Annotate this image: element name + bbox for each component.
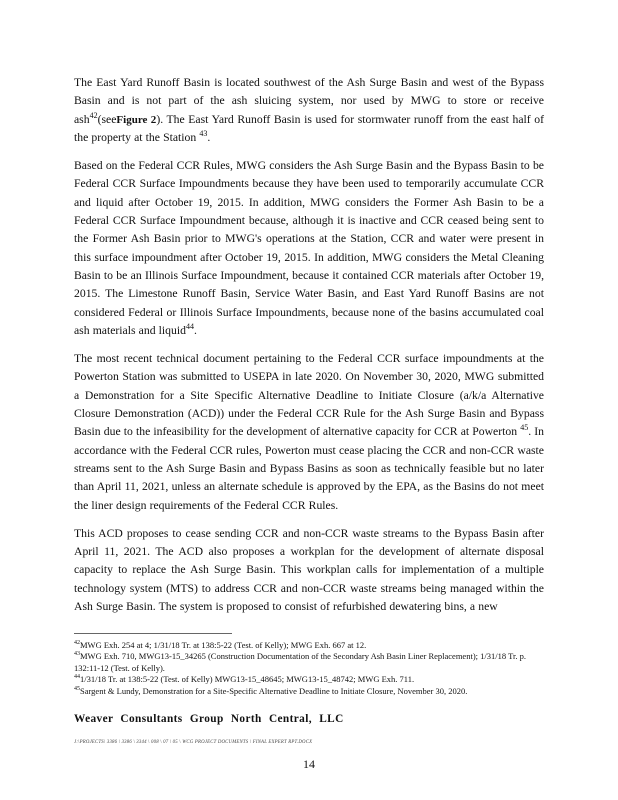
footnote-text: MWG Exh. 710, MWG13-15_34265 (Construction Documentation of the Secondary Ash Basin Liner Replacement); 1/31/18 Tr. p. 132:11-12 (Test. of Kelly).: [74, 651, 526, 673]
footnote-ref-42[interactable]: 42: [89, 110, 98, 120]
footnote-43: [74, 651, 554, 674]
file-path: J:\PROJECTS\ 3386 \ 3386 \ 3344 \ 008 \ 07 \ 05 \ WCG PROJECT DOCUMENTS \ FINAL EXPERT RPT.DOCX: [74, 740, 313, 745]
paragraph-text: This ACD proposes to cease sending CCR and non-CCR waste streams to the Bypass Basin after April 11, 2021. The ACD also proposes a workplan for the development of alternate disposal capacity to replace the Ash Surge Basin. This workplan calls for implementation of a multiple technology system (MTS) to address CCR and non-CCR waste streams being managed within the Ash Surge Basin. The system is proposed to consist of refurbished dewatering bins, a new: [74, 526, 544, 614]
body-text: [74, 74, 544, 626]
figure-reference: Figure 2: [116, 113, 157, 126]
footnote-number: 43: [74, 651, 80, 658]
footnote-number: 44: [74, 674, 80, 681]
paragraph-text: ). The East Yard Runoff Basin is used for stormwater runoff from the east half of the property at the Station: [74, 112, 544, 144]
footnote-44: [74, 674, 554, 685]
paragraph-federal-ccr-rules: [74, 157, 544, 340]
footnotes: [74, 640, 554, 697]
paragraph-east-yard-runoff: [74, 74, 544, 147]
paragraph-text: .: [207, 130, 211, 144]
footnote-text: MWG Exh. 254 at 4; 1/31/18 Tr. at 138:5-22 (Test. of Kelly); MWG Exh. 667 at 12.: [80, 640, 367, 650]
paragraph-text: .: [193, 323, 197, 337]
footnote-text: Sargent & Lundy, Demonstration for a Site-Specific Alternative Deadline to Initiate Closure, November 30, 2020.: [80, 685, 468, 696]
paragraph-acd-proposal: [74, 525, 544, 616]
footnote-ref-45[interactable]: 45: [520, 423, 529, 433]
firm-name: Weaver Consultants Group North Central, LLC: [74, 713, 344, 725]
page-number: 14: [303, 757, 315, 771]
footnote-45: [74, 686, 554, 697]
footnote-ref-44[interactable]: 44: [185, 321, 194, 331]
footnote-divider: [74, 633, 232, 634]
footnote-text: 1/31/18 Tr. at 138:5-22 (Test. of Kelly) MWG13-15_48645; MWG13-15_48742; MWG Exh. 711.: [80, 674, 415, 685]
footnote-42: [74, 640, 554, 651]
paragraph-text: . In accordance with the Federal CCR rules, Powerton must cease placing the CCR and non-CCR waste streams sent to the Ash Surge Basin and Bypass Basins as soon as technically feasible but no later than April 11, 2021, unless an alternate schedule is approved by the EPA, as the Basins do not meet the liner design requirements of the Federal CCR Rules.: [74, 425, 544, 512]
paragraph-text: The most recent technical document pertaining to the Federal CCR surface impoundments at the Powerton Station was submitted to USEPA in late 2020. On November 30, 2020, MWG submitted a Demonstration for a Site Specific Alternative Deadline to Initiate Closure (a/k/a Alternative Closure Demonstration (ACD)) under the Federal CCR Rule for the Ash Surge Basin and Bypass Basin due to the infeasibility for the development of alternative capacity for CCR at Powerton: [74, 352, 544, 439]
paragraph-text: Based on the Federal CCR Rules, MWG considers the Ash Surge Basin and the Bypass Basin to be Federal CCR Surface Impoundments because they have been used to temporarily accumulate CCR and liquid after October 19, 2015. In addition, MWG considers the Former Ash Basin to be a Federal CCR Surface Impoundment because, although it is inactive and CCR ceased being sent to the Former Ash Basin prior to MWG's operations at the Station, CCR and water were present in this surface impoundment after October 19, 2015. In addition, MWG considers the Metal Cleaning Basin to be an Illinois Surface Impoundment, because it contained CCR materials after October 19, 2015. The Limestone Runoff Basin, Service Water Basin, and East Yard Runoff Basins are not considered Federal or Illinois Surface Impoundments, because none of the basins accumulated coal ash materials and liquid: [74, 159, 544, 337]
footnote-number: 42: [74, 640, 80, 647]
footnote-number: 45: [74, 685, 80, 692]
paragraph-text: (see: [97, 112, 117, 126]
paragraph-text: The East Yard Runoff Basin is located southwest of the Ash Surge Basin and west of the Bypass Basin and is not part of the ash sluicing system, nor used by MWG to store or receive ash: [74, 76, 544, 126]
paragraph-technical-document: [74, 350, 544, 515]
footnote-ref-43[interactable]: 43: [199, 129, 208, 138]
